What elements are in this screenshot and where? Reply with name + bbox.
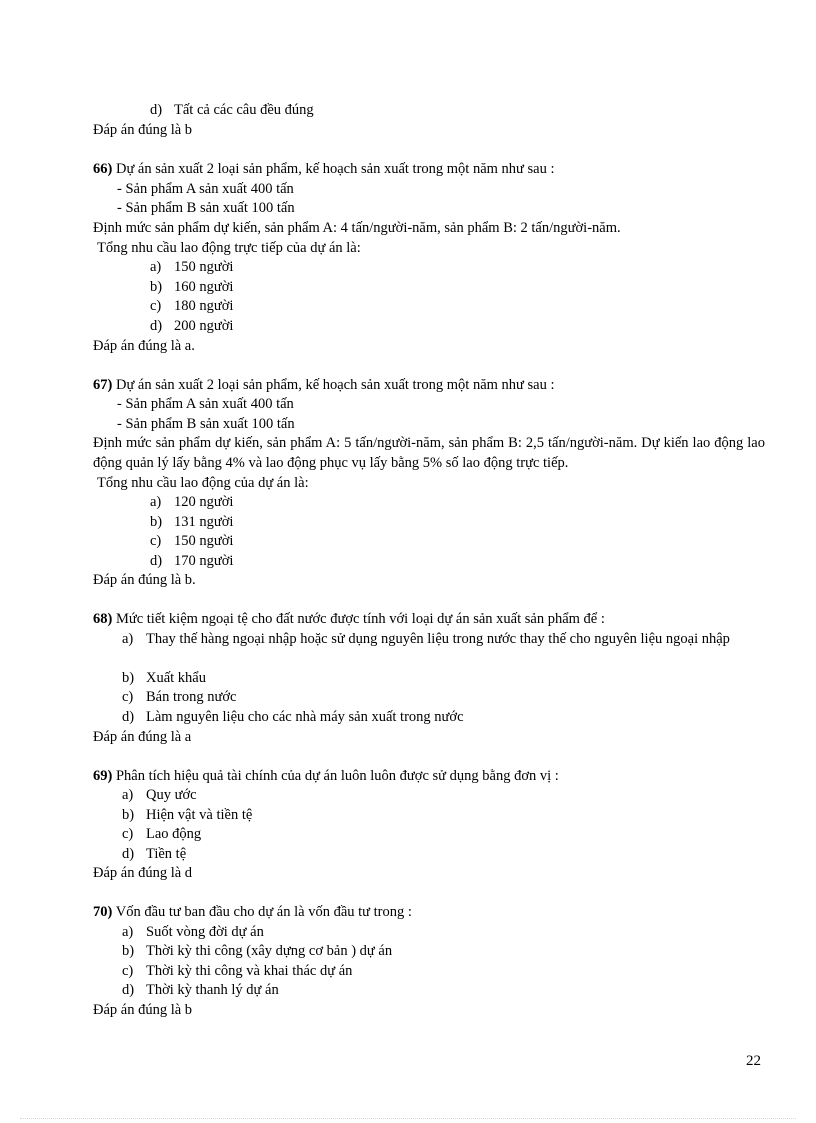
option-text: Lao động [146,826,202,842]
option-a [122,786,197,806]
norm-text: Định mức sản phẩm dự kiến, sản phẩm A: 5 tấn/người-năm, sản phẩm B: 2,5 tấn/người-năm. Dự kiến lao động lao động quản lý lấy bằng 4% và lao động phục vụ lấy bằng 5% số lao động trực tiếp. [93,435,765,471]
option-letter: d) [122,846,135,862]
question-number: 68) [93,611,113,627]
option-text: Tiền tệ [146,846,187,862]
question-number: 66) [93,161,113,177]
bullet-item: - Sản phẩm A sản xuất 400 tấn [117,181,294,197]
option-text: Thay thế hàng ngoại nhập hoặc sử dụng nguyên liệu trong nước thay thế cho nguyên liệu ngoại nhập [146,631,730,647]
question-number: 67) [93,377,113,393]
question-text: Phân tích hiệu quả tài chính của dự án luôn luôn được sử dụng bằng đơn vị : [115,768,559,784]
option-d [122,981,279,1001]
option-letter: d) [150,553,163,569]
option-letter: a) [122,631,134,647]
option-letter: a) [150,259,162,275]
option-letter: a) [122,924,134,940]
option-text: Xuất khẩu [146,670,206,686]
option-text: Làm nguyên liệu cho các nhà máy sản xuất trong nước [146,709,464,725]
question-text: Vốn đầu tư ban đầu cho dự án là vốn đầu tư trong : [115,904,412,920]
option-a [122,630,146,650]
answer-line: Đáp án đúng là b [93,1002,193,1018]
option-letter: c) [150,533,162,549]
option-letter: c) [122,689,134,705]
option-letter: b) [122,943,135,959]
option-c [150,297,233,317]
option-text: 131 người [174,514,234,530]
page-bottom-divider [20,1118,796,1119]
bullet-item: - Sản phẩm B sản xuất 100 tấn [117,200,295,216]
bullet-item: - Sản phẩm A sản xuất 400 tấn [117,396,294,412]
option-text: Suốt vòng đời dự án [146,924,264,940]
option-text: Thời kỳ thi công (xây dựng cơ bản ) dự án [146,943,393,959]
question-68 [93,610,605,630]
option-text: 200 người [174,318,234,334]
option-d [150,317,233,337]
option-letter: b) [150,279,163,295]
option-text: 160 người [174,279,234,295]
answer-line: Đáp án đúng là b. [93,572,196,588]
question-67 [93,376,555,396]
question-number: 69) [93,768,113,784]
question-69 [93,767,559,787]
option-c [122,962,352,982]
option-letter: d) [122,709,135,725]
option-text: Hiện vật và tiền tệ [146,807,253,823]
option-b [150,513,233,533]
option-letter: c) [122,963,134,979]
option-text: 180 người [174,298,234,314]
option-a [150,493,233,513]
answer-line: Đáp án đúng là d [93,865,193,881]
option-c [122,688,236,708]
answer-line: Đáp án đúng là b [93,122,193,138]
answer-line: Đáp án đúng là a. [93,338,195,354]
option-c [150,532,233,552]
option-a [122,923,264,943]
option-text: 150 người [174,259,234,275]
question-ask: Tổng nhu cầu lao động của dự án là: [97,475,309,491]
bullet-item: - Sản phẩm B sản xuất 100 tấn [117,416,295,432]
option-d [122,708,464,728]
option-b [122,942,392,962]
option-letter: b) [122,670,135,686]
question-70 [93,903,412,923]
option-letter: d) [150,318,163,334]
norm-text: Định mức sản phẩm dự kiến, sản phẩm A: 4 tấn/người-năm, sản phẩm B: 2 tấn/người-năm. [93,220,621,236]
option-d [150,101,314,121]
option-text: 150 người [174,533,234,549]
option-letter: a) [150,494,162,510]
option-d [150,552,233,572]
option-text: Quy ước [146,787,197,803]
option-b [122,806,252,826]
option-b [122,669,206,689]
option-text: 120 người [174,494,234,510]
option-b [150,278,233,298]
option-letter: d) [150,102,163,118]
question-number: 70) [93,904,113,920]
question-ask: Tổng nhu cầu lao động trực tiếp của dự án là: [97,240,361,256]
option-d [122,845,186,865]
question-text: Dự án sản xuất 2 loại sản phẩm, kế hoạch sản xuất trong một năm như sau : [115,161,555,177]
question-text: Dự án sản xuất 2 loại sản phẩm, kế hoạch sản xuất trong một năm như sau : [115,377,555,393]
option-text: Thời kỳ thanh lý dự án [146,982,279,998]
option-letter: b) [150,514,163,530]
option-letter: c) [122,826,134,842]
option-letter: b) [122,807,135,823]
page-number: 22 [746,1053,761,1069]
option-text: 170 người [174,553,234,569]
option-text: Bán trong nước [146,689,237,705]
question-text: Mức tiết kiệm ngoại tệ cho đất nước được tính với loại dự án sản xuất sản phẩm để : [115,611,605,627]
option-c [122,825,201,845]
answer-line: Đáp án đúng là a [93,729,192,745]
option-letter: d) [122,982,135,998]
option-text: Thời kỳ thi công và khai thác dự án [146,963,353,979]
option-letter: c) [150,298,162,314]
option-letter: a) [122,787,134,803]
option-a [150,258,233,278]
option-text: Tất cả các câu đều đúng [174,102,314,118]
question-66 [93,160,555,180]
